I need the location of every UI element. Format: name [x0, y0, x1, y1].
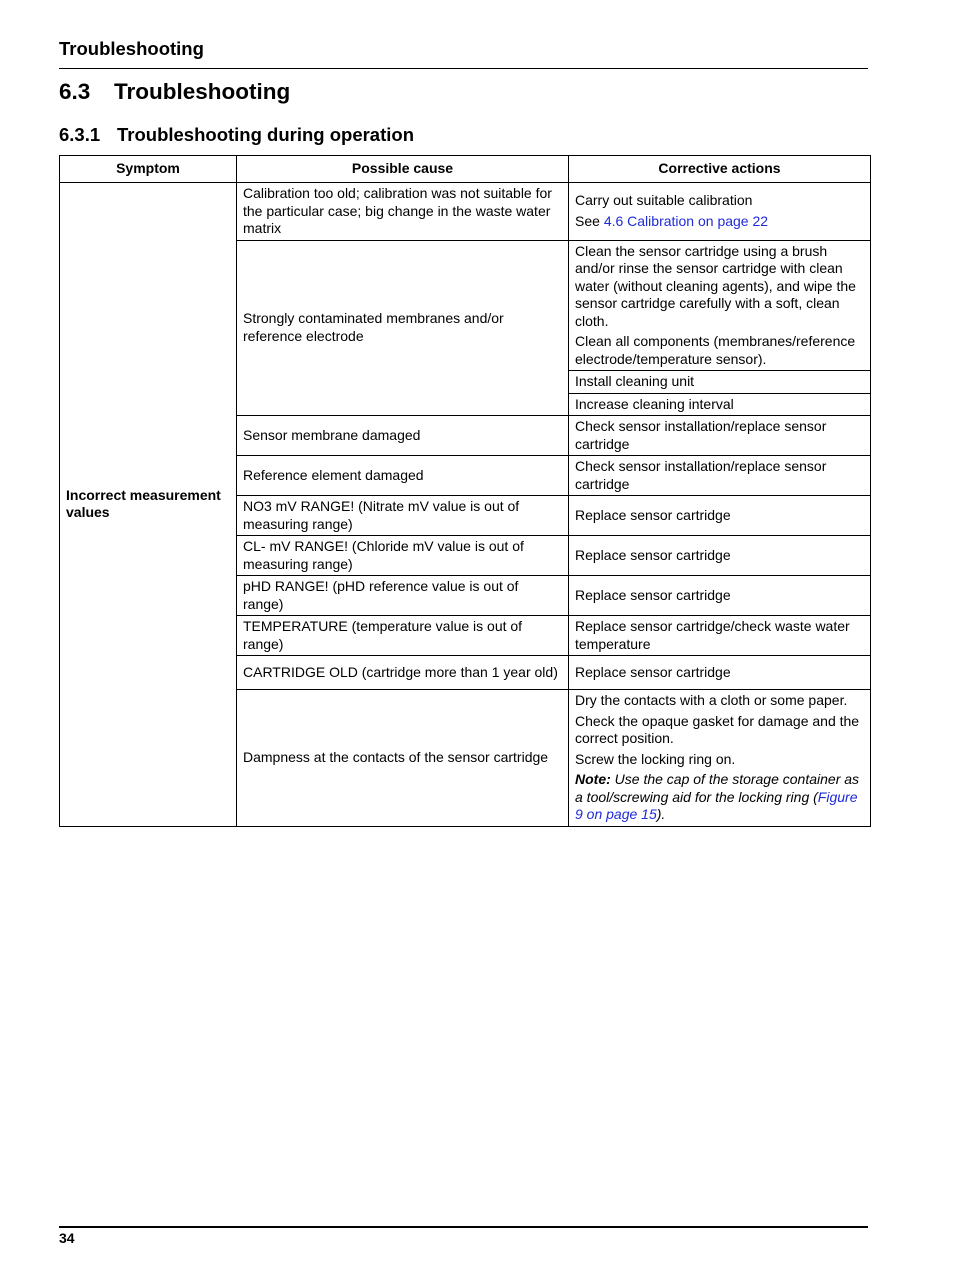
- action-text: Check the opaque gasket for damage and the correct position.: [575, 712, 860, 746]
- table-header-row: [60, 156, 871, 183]
- action-cell: Increase cleaning interval: [569, 393, 871, 416]
- figure-link[interactable]: Figure 9 on page 15: [575, 788, 858, 822]
- action-cell: Check sensor installation/replace sensor cartridge: [569, 416, 871, 456]
- cause-cell: Reference element damaged: [237, 456, 569, 496]
- action-cell: [569, 690, 871, 827]
- note-label: Note:: [575, 771, 611, 787]
- action-cell: [569, 240, 871, 371]
- cause-cell: Strongly contaminated membranes and/or reference electrode: [237, 240, 569, 416]
- footer-rule: [59, 1226, 868, 1228]
- cause-cell: Calibration too old; calibration was not suitable for the particular case; big change in the waste water matrix: [237, 183, 569, 241]
- action-cell: Replace sensor cartridge: [569, 536, 871, 576]
- action-text: Carry out suitable calibration: [575, 192, 753, 209]
- section-title: Troubleshooting: [114, 79, 291, 104]
- note-text: Use the cap of the storage container as a tool/screwing aid for the locking ring (: [575, 771, 860, 805]
- column-header-symptom: Symptom: [60, 156, 237, 183]
- action-cell: Replace sensor cartridge: [569, 576, 871, 616]
- cause-cell: NO3 mV RANGE! (Nitrate mV value is out of measuring range): [237, 496, 569, 536]
- subsection-title: Troubleshooting during operation: [117, 124, 415, 145]
- section-number: 6.3: [59, 79, 91, 104]
- table-row: [60, 183, 871, 241]
- subsection-number: 6.3.1: [59, 124, 101, 145]
- cause-cell: Sensor membrane damaged: [237, 416, 569, 456]
- action-text: [575, 213, 864, 231]
- troubleshooting-table: [59, 155, 871, 827]
- page-number: 34: [59, 1230, 75, 1246]
- column-header-cause: Possible cause: [237, 156, 569, 183]
- note: [575, 771, 864, 824]
- action-text: Dry the contacts with a cloth or some paper.: [575, 692, 848, 708]
- cause-cell: pHD RANGE! (pHD reference value is out of range): [237, 576, 569, 616]
- calibration-link[interactable]: 4.6 Calibration on page 22: [603, 212, 769, 229]
- action-text: Clean the sensor cartridge using a brush and/or rinse the sensor cartridge with clean water (without cleaning agents), and wipe the sensor cartridge carefully with a soft, clean cloth.: [575, 242, 856, 329]
- header-rule: [59, 68, 868, 69]
- symptom-cell: Incorrect measurement values: [60, 183, 237, 827]
- action-cell: Replace sensor cartridge/check waste water temperature: [569, 616, 871, 656]
- running-header: Troubleshooting: [59, 38, 204, 59]
- action-text: Clean all components (membranes/reference electrode/temperature sensor).: [575, 333, 856, 367]
- subsection-heading: [59, 124, 414, 146]
- cause-cell: Dampness at the contacts of the sensor cartridge: [237, 690, 569, 827]
- column-header-actions: Corrective actions: [569, 156, 871, 183]
- action-cell: [569, 183, 871, 241]
- action-text: Screw the locking ring on.: [575, 750, 736, 767]
- cause-cell: TEMPERATURE (temperature value is out of range): [237, 616, 569, 656]
- cause-cell: CL- mV RANGE! (Chloride mV value is out of measuring range): [237, 536, 569, 576]
- see-prefix: See: [575, 212, 604, 229]
- action-cell: Install cleaning unit: [569, 371, 871, 394]
- section-heading: [59, 79, 290, 105]
- action-cell: Check sensor installation/replace sensor cartridge: [569, 456, 871, 496]
- note-end: ).: [656, 806, 666, 822]
- action-cell: Replace sensor cartridge: [569, 496, 871, 536]
- action-cell: Replace sensor cartridge: [569, 656, 871, 690]
- cause-cell: CARTRIDGE OLD (cartridge more than 1 year old): [237, 656, 569, 690]
